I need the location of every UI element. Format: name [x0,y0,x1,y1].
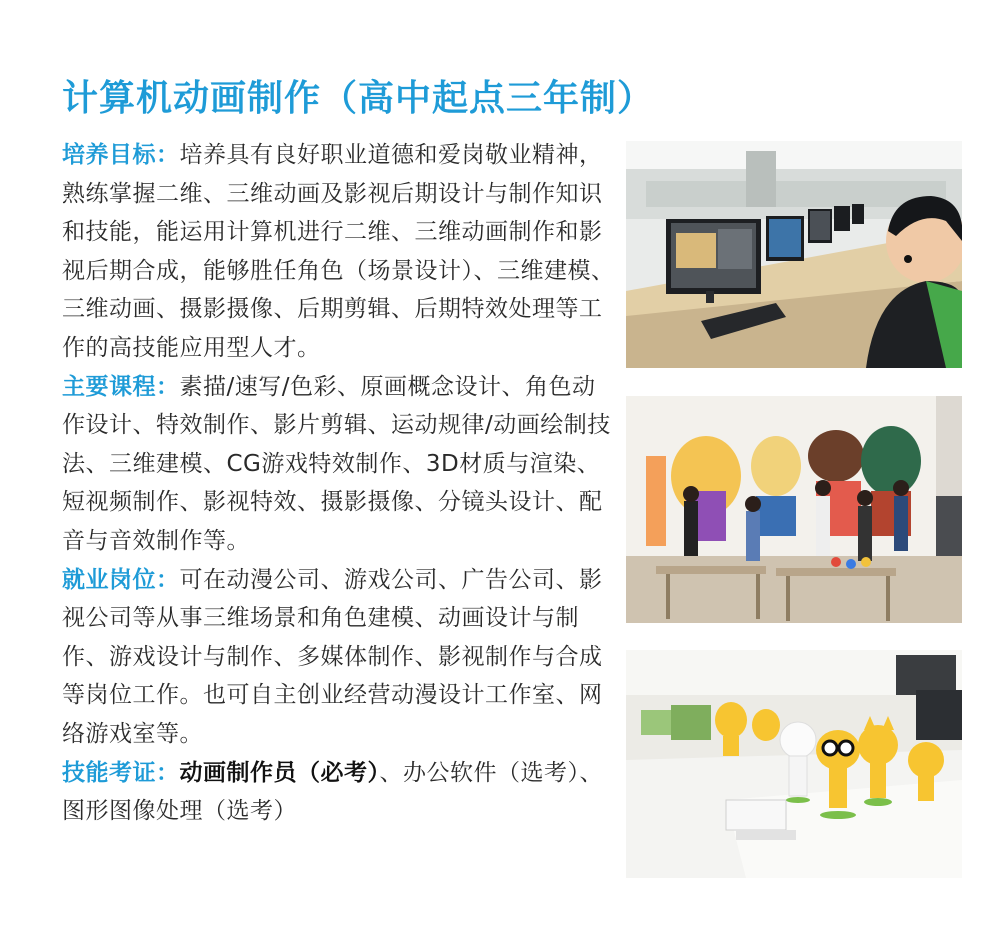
section-text: 素描/速写/色彩、原画概念设计、角色动作设计、特效制作、影片剪辑、运动规律/动画绘制技法、三维建模、CG游戏特效制作、3D材质与渲染、短视频制作、影视特效、摄影摄像、分镜头设计、配音与音效制作等。 [62,373,611,554]
required-cert: 动画制作员（必考） [179,759,380,786]
section-certification [62,754,618,831]
section-text: 、办公软件（选考）、图形图像处理（选考） [62,759,603,825]
section-label: 就业岗位： [62,566,180,593]
content-body [62,136,618,831]
section-text: 培养具有良好职业道德和爱岗敬业精神，熟练掌握二维、三维动画及影视后期设计与制作知识和技能，能运用计算机进行二维、三维动画制作和影视后期合成，能够胜任角色（场景设计）、三维建模、三维动画、摄影摄像、后期剪辑、后期特效处理等工作的高技能应用型人才。 [62,142,615,361]
page-title: 计算机动画制作（高中起点三年制） [62,78,655,119]
section-label: 培养目标： [62,142,180,168]
computer-lab-photo [626,141,962,368]
section-label: 主要课程： [62,373,180,400]
section-text: 可在动漫公司、游戏公司、广告公司、影视公司等从事三维场景和角色建模、动画设计与制作、游戏设计与制作、多媒体制作、影视制作与合成等岗位工作。也可自主创业经营动漫设计工作室、网络游戏室等。 [62,566,603,747]
section-training-goal [62,136,618,368]
section-employment [62,561,618,754]
figurine-display-photo [626,650,962,878]
section-label: 技能考证： [62,759,180,786]
mural-painting-photo [626,396,962,623]
section-main-courses [62,368,618,561]
